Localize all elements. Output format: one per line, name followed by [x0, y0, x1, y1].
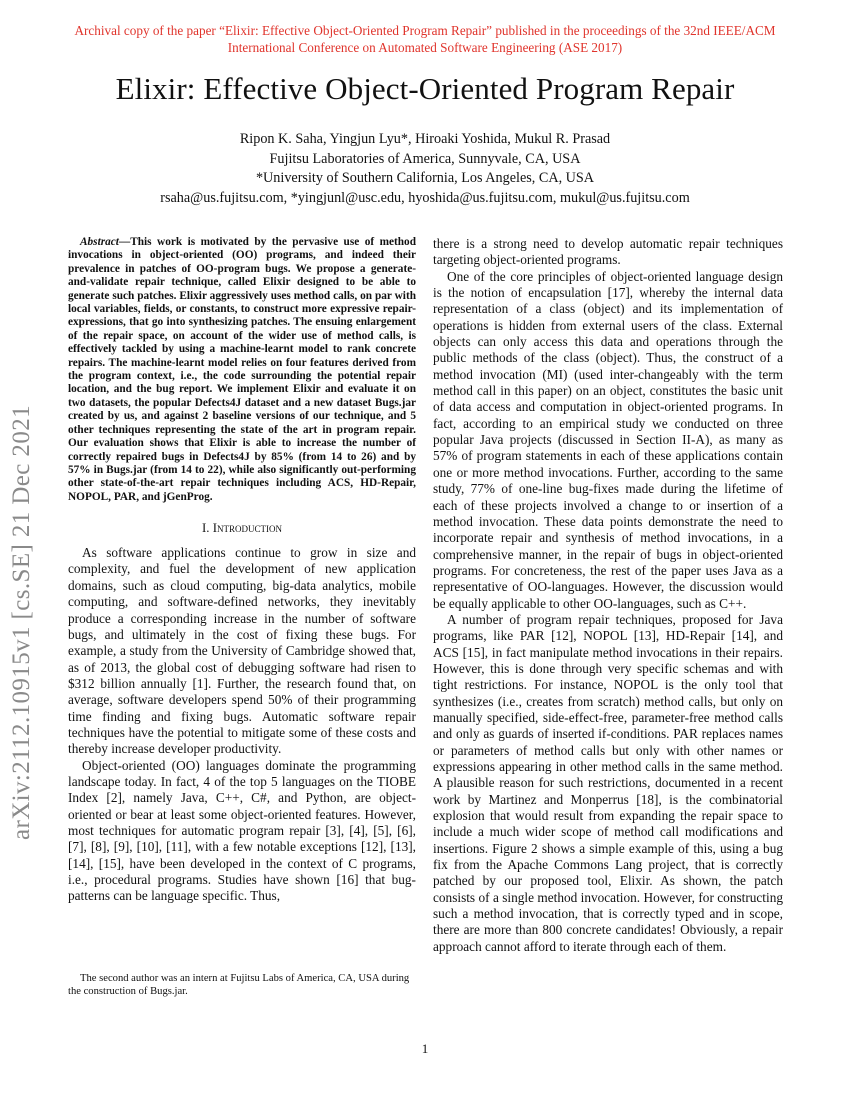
- page-number: 1: [421, 1041, 429, 1056]
- footnote: The second author was an intern at Fujitsu Labs of America, CA, USA during the construction of Bugs.jar.: [68, 973, 410, 997]
- author-names: Ripon K. Saha, Yingjun Lyu*, Hiroaki Yoshida, Mukul R. Prasad: [239, 131, 611, 147]
- intro-paragraph-3: there is a strong need to develop automatic repair techniques targeting object-oriented programs.: [433, 236, 783, 268]
- abstract-text: —This work is motivated by the pervasive use of method invocations in object-oriented (OO) programs, and indeed their prevalence in patches of OO-program bugs. We propose a generate-and-validate repair technique, called Elixir designed to be able to generate such patches. Elixir aggressively uses method calls, on par with local variables, fields, or constants, to construct more expressive repair-expressions, that go into synthesizing patches. The ensuing enlargement of the repair space, on account of the wider use of method calls, is effectively tackled by using a machine-learnt model to rank concrete repairs. The machine-learnt model relies on four features derived from the program context, i.e., the code surrounding the potential repair location, and the bug report. We implement Elixir and evaluate it on two datasets, the popular Defects4J dataset and a new dataset Bugs.jar created by us, and against 2 baseline versions of our technique, and 5 other techniques representing the state of the art in program repair. Our evaluation shows that Elixir is able to increase the number of correctly repaired bugs in Defects4J by 85% (from 14 to 26) and by 57% in Bugs.jar (from 14 to 22), while also significantly out-performing other state-of-the-art repair techniques including ACS, HD-Repair, NOPOL, PAR, and jGenProg.: [68, 236, 416, 503]
- abstract-label: Abstract: [80, 236, 119, 248]
- affiliation-fujitsu: Fujitsu Laboratories of America, Sunnyvale, CA, USA: [269, 150, 581, 167]
- intro-paragraph-5: A number of program repair techniques, proposed for Java programs, like PAR [12], NOPOL [13], HD-Repair [14], and ACS [15], in fact manipulate method invocations in their repairs. However, this is done through very specific schemas and with tight restrictions. For instance, NOPOL is the only tool that synthesizes (i.e., creates from scratch) method calls, but only on manually specified, side-effect-free, parameter-free method calls and only as guards of inserted if-conditions. PAR replaces names or parameters of method calls but only with other names or expressions appearing in other method calls in the same method. A plausible reason for such restrictions, documented in a recent work by Martinez and Monperrus [18], is the combinatorial explosion that would result from expanding the repair space to include a much wider scope of method call modifications and insertions. Figure 2 shows a simple example of this, using a bug fix from the Apache Commons Lang project, that is correctly patched by our proposed tool, Elixir. As shown, the patch consists of a single method invocation. However, for constructing such a method invocation, that is correctly typed and in scope, there are more than 800 concrete candidates! Obviously, a repair approach cannot afford to iterate through each of them.: [433, 611, 783, 954]
- author-block: [60, 130, 790, 208]
- affiliation-usc: *University of Southern California, Los Angeles, CA, USA: [255, 170, 595, 186]
- arxiv-identifier: arXiv:2112.10915v1 [cs.SE] 21 Dec 2021: [8, 404, 35, 840]
- abstract: [68, 236, 416, 504]
- author-emails: rsaha@us.fujitsu.com, *yingjunl@usc.edu, hyoshida@us.fujitsu.com, mukul@us.fujitsu.com: [160, 189, 690, 206]
- right-column: [433, 236, 783, 955]
- intro-paragraph-4: One of the core principles of object-oriented language design is the notion of encapsulation [17], whereby the internal data representation of a class (object) and its implementation of operations is hidden from external users of the class. External objects can only access this data and operations through the public methods of the class (object). Thus, the construct of a method invocation (MI) (used inter-changeably with the term method call in this paper) on an object, constitutes the basic unit of data access and computation in object-oriented programs. In fact, according to an empirical study we conducted on three popular Java projects (discussed in Section II-A), as many as 57% of program statements in each of these applications contain one or more method invocations. Further, according to the same study, 77% of one-line bug-fixes made during the lifetime of each of these projects involved a change to or insertion of a method invocation. These data points demonstrate the need to incorporate repair and synthesis of method invocations, in a comprehensive manner, in the repair of bugs in object-oriented programs. For concreteness, the rest of the paper uses Java as a representative of OO-languages. However, the discussion would be equally applicable to other OO-languages, such as C++.: [433, 268, 783, 611]
- intro-paragraph-1: As software applications continue to grow in size and complexity, and fuel the development of new application domains, such as cloud computing, big-data analytics, mobile computing, and software-defined networks, they inevitably produce a corresponding increase in the number of software bugs, and ultimately in the cost of fixing these bugs. For example, a study from the University of Cambridge showed that, as of 2013, the global cost of debugging software had risen to $312 billion annually [1]. Further, the research found that, on average, software developers spend 50% of their programming time finding and fixing bugs. Automatic software repair techniques have the potential to mitigate some of these costs and thereby increase developer productivity.: [68, 545, 416, 757]
- left-column: [68, 236, 416, 905]
- section-heading-introduction: I. Introduction: [202, 521, 282, 536]
- paper-title: Elixir: Effective Object-Oriented Program Repair: [115, 71, 735, 106]
- intro-paragraph-2: Object-oriented (OO) languages dominate the programming landscape today. In fact, 4 of the top 5 languages on the TIOBE Index [2], namely Java, C++, C#, and Python, are object-oriented or bear at least some object-oriented features. However, most techniques for automatic program repair [3], [4], [5], [6], [7], [8], [9], [10], [11], with a few notable exceptions [12], [13], [14], [15], have been developed in the context of C programs, i.e., procedural programs. Studies have shown [16] that bug-patterns can be language specific. Thus,: [68, 757, 416, 904]
- archival-note: Archival copy of the paper “Elixir: Effective Object-Oriented Program Repair” published in the proceedings of the 32nd IEEE/ACM International Conference on Automated Software Engineering (ASE 2017): [74, 23, 776, 55]
